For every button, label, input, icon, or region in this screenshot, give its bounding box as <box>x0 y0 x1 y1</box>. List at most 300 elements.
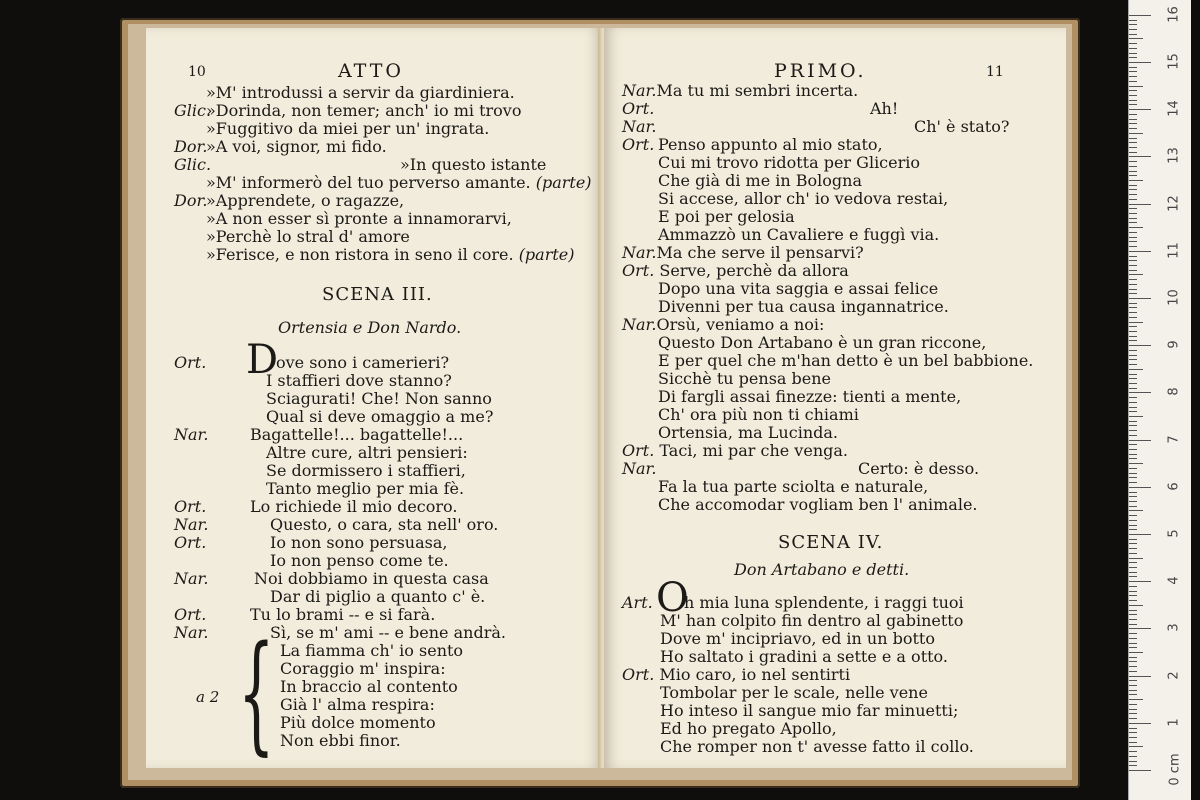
ruler-label: 12 <box>1166 194 1182 212</box>
dialogue-line <box>622 262 849 280</box>
ruler-tick <box>1129 402 1137 403</box>
dialogue-line <box>174 534 447 552</box>
verse-text: Qual si deve omaggio a me? <box>266 407 494 426</box>
right-page <box>604 28 1066 768</box>
drop-cap: O <box>656 575 689 621</box>
ruler-tick <box>1129 709 1137 710</box>
dialogue-line <box>622 630 935 648</box>
verse-line <box>174 84 515 102</box>
speaker-label: Nar. <box>174 515 209 534</box>
drop-cap: D <box>246 337 279 383</box>
ruler-tick <box>1129 100 1137 101</box>
speaker-label: Ort. <box>174 353 207 372</box>
dialogue-line <box>174 624 506 642</box>
dialogue-line <box>622 424 838 442</box>
verse-text: »Ferisce, e non ristora in seno il core. <box>206 245 514 264</box>
verse-text: Che accomodar vogliam ben l' animale. <box>658 495 978 514</box>
ruler-tick <box>1129 676 1151 677</box>
speaker-label: Ort. <box>622 441 655 460</box>
dialogue-line <box>622 370 831 388</box>
ruler-tick <box>1129 156 1151 157</box>
dialogue-line <box>622 666 850 684</box>
ruler-tick <box>1129 204 1151 205</box>
ruler-label: 7 <box>1166 434 1182 444</box>
ruler-tick <box>1129 104 1137 105</box>
dialogue-line <box>622 280 938 298</box>
duet-marker: a 2 <box>196 688 220 706</box>
ruler-label: 0 cm <box>1167 753 1183 786</box>
ruler-tick <box>1129 397 1137 398</box>
ruler-tick <box>1129 501 1137 502</box>
measurement-ruler <box>1128 0 1191 800</box>
ruler-tick <box>1129 53 1137 54</box>
dialogue-line <box>622 118 1009 136</box>
verse-text: Certo: è desso. <box>858 459 980 478</box>
dialogue-line <box>622 316 824 334</box>
verse-text: Fa la tua parte sciolta e naturale, <box>658 477 929 496</box>
ruler-tick <box>1129 76 1137 77</box>
verse-text: Tombolar per le scale, nelle vene <box>660 683 928 702</box>
ruler-label: 16 <box>1166 6 1182 23</box>
ruler-tick <box>1129 425 1137 426</box>
verse-text: Se dormissero i staffieri, <box>266 461 466 480</box>
ruler-tick <box>1129 732 1137 733</box>
ruler-tick <box>1129 48 1137 49</box>
ruler-tick <box>1129 152 1137 153</box>
ruler-tick <box>1129 586 1137 587</box>
dialogue-line <box>622 738 974 756</box>
page-header: PRIMO. <box>774 60 867 82</box>
ruler-tick <box>1129 576 1137 577</box>
verse-text: Ch' ora più non ti chiami <box>658 405 859 424</box>
verse-text: Dove m' incipriavo, ed in un botto <box>660 629 935 648</box>
verse-text: Sì, se m' ami -- e bene andrà. <box>270 623 506 642</box>
verse-text: Ho inteso il sangue mio far minuetti; <box>660 701 959 720</box>
ruler-tick <box>1129 591 1137 592</box>
ruler-tick <box>1129 378 1137 379</box>
ruler-tick <box>1129 756 1137 757</box>
ruler-tick <box>1129 355 1137 356</box>
dialogue-line <box>174 570 489 588</box>
dialogue-line <box>174 498 457 516</box>
ruler-tick <box>1129 619 1137 620</box>
verse-text: Tanto meglio per mia fè. <box>266 479 465 498</box>
ruler-tick <box>1129 307 1137 308</box>
ruler-tick <box>1129 326 1137 327</box>
scene-title: SCENA IV. <box>778 532 884 553</box>
ruler-tick <box>1129 175 1137 176</box>
verse-text: M' han colpito fin dentro al gabinetto <box>660 611 964 630</box>
ruler-tick <box>1129 222 1137 223</box>
ruler-tick <box>1129 350 1137 351</box>
ruler-tick <box>1129 15 1151 16</box>
ruler-tick <box>1129 477 1137 478</box>
ruler-tick <box>1129 369 1143 370</box>
ruler-label: 9 <box>1166 340 1182 349</box>
speaker-label: Ort. <box>622 99 655 118</box>
scene-characters: Don Artabano e detti. <box>734 560 910 579</box>
ruler-tick <box>1129 208 1137 209</box>
ruler-tick <box>1129 458 1137 459</box>
left-page <box>146 28 602 768</box>
ruler-tick <box>1129 392 1151 393</box>
duet-line: Coraggio m' inspira: <box>280 659 446 678</box>
dialogue-line <box>622 244 864 262</box>
ruler-tick <box>1129 34 1137 35</box>
verse-text: Questo, o cara, sta nell' oro. <box>270 515 499 534</box>
ruler-label: 10 <box>1166 289 1182 306</box>
ruler-tick <box>1129 487 1151 488</box>
ruler-tick <box>1129 138 1137 139</box>
speaker-label: Nar. <box>174 623 209 642</box>
scene-characters: Ortensia e Don Nardo. <box>278 318 462 337</box>
ruler-tick <box>1129 525 1137 526</box>
verse-text: E per quel che m'han detto è un bel babbione. <box>658 351 1034 370</box>
verse-text: Che già di me in Bologna <box>658 171 862 190</box>
ruler-tick <box>1129 303 1137 304</box>
verse-text: Ch' è stato? <box>914 117 1010 136</box>
ruler-tick <box>1129 237 1137 238</box>
verse-text: Ma che serve il pensarvi? <box>656 243 864 262</box>
ruler-label: 13 <box>1166 147 1182 165</box>
ruler-tick <box>1129 492 1137 493</box>
ruler-tick <box>1129 416 1143 417</box>
speaker-label: Dor. <box>174 137 208 156</box>
ruler-tick <box>1129 256 1137 257</box>
ruler-tick <box>1129 114 1137 115</box>
dialogue-line <box>174 516 498 534</box>
ruler-tick <box>1129 312 1137 313</box>
dialogue-line <box>622 442 848 460</box>
ruler-tick <box>1129 595 1137 596</box>
ruler-tick <box>1129 430 1137 431</box>
ruler-tick <box>1129 166 1137 167</box>
ruler-tick <box>1129 109 1151 110</box>
verse-line <box>174 156 546 174</box>
ruler-tick <box>1129 345 1151 346</box>
ruler-tick <box>1129 194 1137 195</box>
ruler-tick <box>1129 189 1137 190</box>
ruler-tick <box>1129 407 1137 408</box>
dialogue-line <box>174 606 435 624</box>
dialogue-line <box>622 388 961 406</box>
ruler-tick <box>1129 133 1143 134</box>
verse-text: »Perchè lo stral d' amore <box>206 227 410 246</box>
dialogue-line <box>622 594 964 612</box>
speaker-label: Ort. <box>622 135 655 154</box>
ruler-tick <box>1129 496 1137 497</box>
ruler-tick <box>1129 227 1143 228</box>
verse-line <box>174 246 575 264</box>
ruler-tick <box>1129 383 1137 384</box>
page-number: 11 <box>986 64 1004 80</box>
ruler-tick <box>1129 298 1151 299</box>
verse-line <box>174 138 387 156</box>
verse-text: »M' informerò del tuo perverso amante. <box>206 173 531 192</box>
dialogue-line <box>622 208 795 226</box>
ruler-tick <box>1129 581 1151 582</box>
ruler-tick <box>1129 289 1137 290</box>
duet-line: In braccio al contento <box>280 677 458 696</box>
ruler-tick <box>1129 751 1137 752</box>
ruler-tick <box>1129 728 1137 729</box>
ruler-tick <box>1129 610 1137 611</box>
ruler-tick <box>1129 628 1151 629</box>
ruler-tick <box>1129 666 1137 667</box>
ruler-tick <box>1129 81 1137 82</box>
ruler-tick <box>1129 506 1137 507</box>
dialogue-line <box>622 136 883 154</box>
verse-text: »In questo istante <box>400 155 547 174</box>
ruler-tick <box>1129 232 1137 233</box>
ruler-tick <box>1129 510 1143 511</box>
verse-text: Penso appunto al mio stato, <box>658 135 883 154</box>
verse-text: Ortensia, ma Lucinda. <box>658 423 838 442</box>
ruler-tick <box>1129 246 1137 247</box>
ruler-tick <box>1129 147 1137 148</box>
verse-text: Dar di piglio a quanto c' è. <box>270 587 486 606</box>
verse-line <box>174 210 512 228</box>
ruler-label: 6 <box>1166 482 1182 491</box>
ruler-label: 15 <box>1166 53 1182 70</box>
ruler-tick <box>1129 652 1143 653</box>
ruler-tick <box>1129 473 1137 474</box>
ruler-tick <box>1129 123 1137 124</box>
ruler-tick <box>1129 128 1137 129</box>
ruler-tick <box>1129 62 1151 63</box>
stage-direction: (parte) <box>535 173 592 192</box>
verse-text: »Fuggitivo da miei per un' ingrata. <box>206 119 490 138</box>
speaker-label: Glic. <box>174 101 212 120</box>
ruler-label: 4 <box>1166 576 1182 585</box>
page-number: 10 <box>188 64 206 80</box>
dialogue-line <box>174 426 463 444</box>
dialogue-line <box>622 612 963 630</box>
ruler-tick <box>1129 279 1137 280</box>
verse-text: Cui mi trovo ridotta per Glicerio <box>658 153 921 172</box>
ruler-tick <box>1129 614 1137 615</box>
ruler-tick <box>1129 770 1151 771</box>
ruler-tick <box>1129 529 1137 530</box>
ruler-label: 14 <box>1166 100 1182 117</box>
ruler-tick <box>1129 643 1137 644</box>
dialogue-line <box>622 478 928 496</box>
dialogue-line <box>174 408 493 426</box>
speaker-label: Nar. <box>622 243 657 262</box>
ruler-tick <box>1129 704 1137 705</box>
page-header: ATTO <box>338 60 404 82</box>
verse-line <box>174 228 410 246</box>
ruler-tick <box>1129 553 1137 554</box>
verse-text: »A non esser sì pronte a innamorarvi, <box>206 209 512 228</box>
dialogue-line <box>174 372 452 390</box>
verse-text: Di fargli assai finezze: tienti a mente, <box>658 387 962 406</box>
duet-line: Già l' alma respira: <box>280 695 435 714</box>
speaker-label: Nar. <box>622 315 657 334</box>
ruler-tick <box>1129 213 1137 214</box>
speaker-label: Nar. <box>622 81 657 100</box>
ruler-tick <box>1129 633 1137 634</box>
ruler-tick <box>1129 671 1137 672</box>
verse-text: Serve, perchè da allora <box>659 261 849 280</box>
dialogue-line <box>622 684 928 702</box>
ruler-tick <box>1129 718 1137 719</box>
ruler-tick <box>1129 539 1137 540</box>
ruler-label: 1 <box>1166 718 1182 727</box>
ruler-tick <box>1129 20 1137 21</box>
verse-text: Dopo una vita saggia e assai felice <box>658 279 939 298</box>
dialogue-line <box>622 702 958 720</box>
ruler-tick <box>1129 761 1137 762</box>
ruler-tick <box>1129 260 1137 261</box>
speaker-label: Ort. <box>622 665 655 684</box>
verse-text: »Dorinda, non temer; anch' io mi trovo <box>206 101 522 120</box>
ruler-tick <box>1129 482 1137 483</box>
verse-line <box>174 192 404 210</box>
ruler-tick <box>1129 95 1137 96</box>
verse-text: Altre cure, altri pensieri: <box>266 443 468 462</box>
ruler-tick <box>1129 765 1137 766</box>
ruler-tick <box>1129 24 1137 25</box>
ruler-tick <box>1129 600 1137 601</box>
ruler-tick <box>1129 161 1137 162</box>
verse-text: Sciagurati! Che! Non sanno <box>266 389 492 408</box>
verse-text: Tu lo brami -- e si farà. <box>250 605 436 624</box>
ruler-tick <box>1129 742 1137 743</box>
ruler-tick <box>1129 411 1137 412</box>
ruler-label: 11 <box>1166 242 1182 259</box>
ruler-tick <box>1129 694 1137 695</box>
ruler-tick <box>1129 562 1137 563</box>
ruler-tick <box>1129 685 1137 686</box>
ruler-tick <box>1129 444 1137 445</box>
ruler-tick <box>1129 71 1137 72</box>
stage-direction: (parte) <box>518 245 575 264</box>
ruler-tick <box>1129 605 1143 606</box>
ruler-tick <box>1129 43 1137 44</box>
verse-line <box>174 120 489 138</box>
ruler-tick <box>1129 57 1137 58</box>
ruler-tick <box>1129 657 1137 658</box>
verse-text: Ho saltato i gradini a sette e a otto. <box>660 647 948 666</box>
ruler-tick <box>1129 86 1143 87</box>
ruler-tick <box>1129 463 1143 464</box>
speaker-label: Nar. <box>174 425 209 444</box>
ruler-tick <box>1129 340 1137 341</box>
dialogue-line <box>622 298 949 316</box>
ruler-tick <box>1129 218 1137 219</box>
speaker-label: Glic. <box>174 155 212 174</box>
ruler-tick <box>1129 185 1137 186</box>
ruler-tick <box>1129 251 1151 252</box>
speaker-label: Art. <box>622 593 653 612</box>
dialogue-line <box>622 154 920 172</box>
dialogue-line <box>622 720 837 738</box>
ruler-tick <box>1129 543 1137 544</box>
ruler-tick <box>1129 322 1143 323</box>
ruler-tick <box>1129 265 1137 266</box>
ruler-tick <box>1129 274 1143 275</box>
ruler-tick <box>1129 746 1143 747</box>
verse-text: Sicchè tu pensa bene <box>658 369 832 388</box>
duet-line: Non ebbi finor. <box>280 731 401 750</box>
ruler-tick <box>1129 359 1137 360</box>
verse-text: Io non penso come te. <box>270 551 449 570</box>
ruler-tick <box>1129 520 1137 521</box>
dialogue-line <box>622 352 1033 370</box>
verse-text: »A voi, signor, mi fido. <box>206 137 387 156</box>
ruler-tick <box>1129 331 1137 332</box>
ruler-tick <box>1129 180 1143 181</box>
dialogue-line <box>174 462 466 480</box>
ruler-tick <box>1129 142 1137 143</box>
ruler-tick <box>1129 336 1137 337</box>
verse-text: Bagattelle!... bagattelle!... <box>250 425 464 444</box>
ruler-tick <box>1129 515 1137 516</box>
dialogue-line <box>174 588 485 606</box>
verse-text: Noi dobbiamo in questa casa <box>254 569 489 588</box>
dialogue-line <box>174 444 468 462</box>
verse-text: Si accese, allor ch' io vedova restai, <box>658 189 949 208</box>
verse-line <box>174 102 521 120</box>
ruler-label: 2 <box>1166 670 1182 680</box>
dialogue-line <box>622 496 978 514</box>
ruler-tick <box>1129 647 1137 648</box>
speaker-label: Nar. <box>622 459 657 478</box>
verse-text: Mio caro, io nel sentirti <box>659 665 851 684</box>
verse-text: »Apprendete, o ragazze, <box>206 191 405 210</box>
dialogue-line <box>622 190 948 208</box>
verse-text: I staffieri dove stanno? <box>266 371 452 390</box>
ruler-tick <box>1129 534 1151 535</box>
verse-text: Taci, mi par che venga. <box>659 441 848 460</box>
verse-text: Orsù, veniamo a noi: <box>656 315 825 334</box>
ruler-tick <box>1129 680 1137 681</box>
ruler-tick <box>1129 171 1137 172</box>
ruler-tick <box>1129 199 1137 200</box>
speaker-label: Ort. <box>174 533 207 552</box>
ruler-tick <box>1129 699 1143 700</box>
ruler-tick <box>1129 454 1137 455</box>
verse-text: Divenni per tua causa ingannatrice. <box>658 297 949 316</box>
verse-text: Ammazzò un Cavaliere e fuggì via. <box>658 225 940 244</box>
dialogue-line <box>174 552 449 570</box>
ruler-tick <box>1129 737 1137 738</box>
ruler-tick <box>1129 440 1151 441</box>
speaker-label: Ort. <box>174 605 207 624</box>
verse-text: h mia luna splendente, i raggi tuoi <box>684 593 964 612</box>
ruler-tick <box>1129 421 1137 422</box>
speaker-label: Ort. <box>174 497 207 516</box>
verse-text: Questo Don Artabano è un gran riccone, <box>658 333 987 352</box>
ruler-tick <box>1129 435 1137 436</box>
ruler-tick <box>1129 67 1137 68</box>
ruler-tick <box>1129 38 1143 39</box>
ruler-tick <box>1129 317 1137 318</box>
verse-text: Ed ho pregato Apollo, <box>660 719 837 738</box>
ruler-tick <box>1129 468 1137 469</box>
dialogue-line <box>622 82 858 100</box>
ruler-tick <box>1129 270 1137 271</box>
verse-text: »M' introdussi a servir da giardiniera. <box>206 83 515 102</box>
ruler-tick <box>1129 284 1137 285</box>
ruler-tick <box>1129 572 1137 573</box>
ruler-tick <box>1129 558 1143 559</box>
verse-text: Io non sono persuasa, <box>270 533 448 552</box>
ruler-tick <box>1129 364 1137 365</box>
dialogue-line <box>174 354 449 372</box>
duet-line: Più dolce momento <box>280 713 436 732</box>
